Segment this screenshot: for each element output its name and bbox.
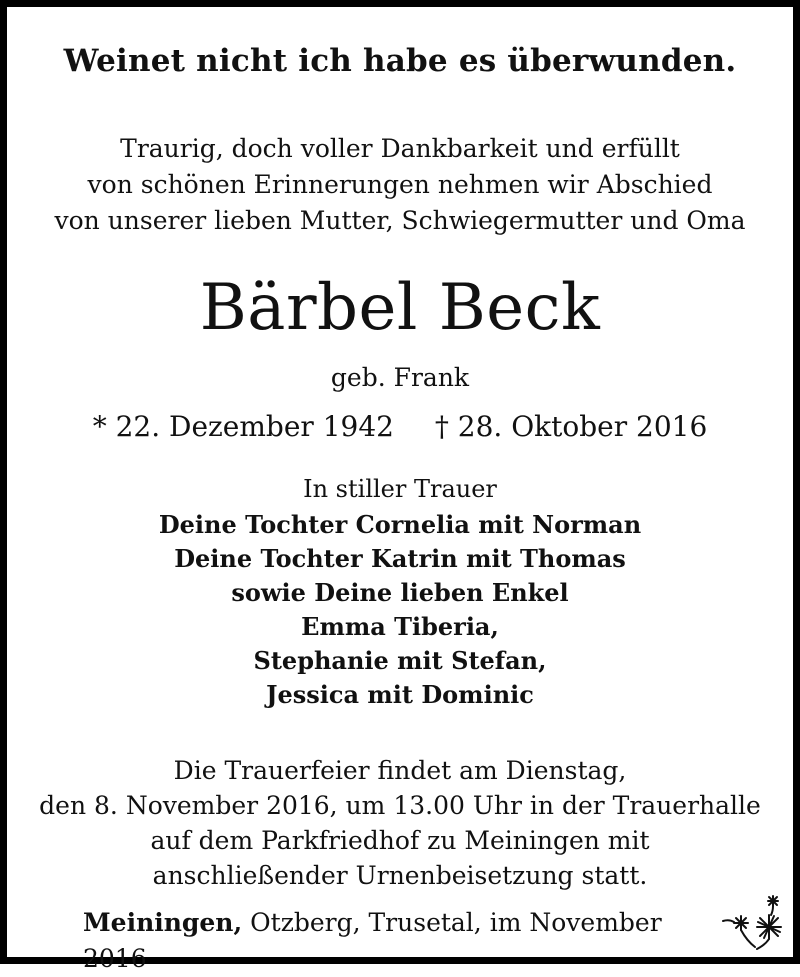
footer-rest: Otzberg, Trusetal, im November 2016 [83, 908, 662, 973]
birth-name [7, 360, 793, 396]
motto [7, 43, 793, 79]
intro-line: von unserer lieben Mutter, Schwiegermutter und Oma [54, 206, 746, 235]
ceremony-line: auf dem Parkfriedhof zu Meiningen mit [150, 826, 650, 855]
deceased-name [7, 263, 793, 353]
mourning-intro [7, 472, 793, 506]
intro-line: Traurig, doch voller Dankbarkeit und erfüllt [120, 134, 680, 163]
life-dates [7, 405, 793, 449]
ceremony-line: den 8. November 2016, um 13.00 Uhr in der Trauerhalle [39, 791, 761, 820]
mourners-list [7, 508, 793, 712]
ceremony-details [7, 753, 793, 893]
death-date: † 28. Oktober 2016 [434, 410, 708, 443]
birth-name-text: geb. Frank [330, 363, 470, 392]
ceremony-line: Die Trauerfeier findet am Dienstag, [173, 756, 627, 785]
birth-date: * 22. Dezember 1942 [92, 410, 394, 443]
list-item: Jessica mit Dominic [266, 680, 534, 709]
list-item: Stephanie mit Stefan, [253, 646, 547, 675]
list-item: sowie Deine lieben Enkel [231, 578, 569, 607]
ceremony-line: anschließender Urnenbeisetzung statt. [152, 861, 648, 890]
list-item: Deine Tochter Katrin mit Thomas [174, 544, 626, 573]
deceased-name-text: Bärbel Beck [199, 271, 601, 345]
list-item: Emma Tiberia, [301, 612, 499, 641]
intro-line: von schönen Erinnerungen nehmen wir Abschied [87, 170, 713, 199]
footer-signature [83, 905, 723, 977]
mourning-intro-text: In stiller Trauer [303, 475, 497, 503]
motto-text: Weinet nicht ich habe es überwunden. [63, 43, 737, 79]
intro-text [7, 131, 793, 239]
footer-place: Meiningen, [83, 908, 243, 937]
list-item: Deine Tochter Cornelia mit Norman [158, 510, 642, 539]
flower-sprig-icon [721, 891, 793, 951]
